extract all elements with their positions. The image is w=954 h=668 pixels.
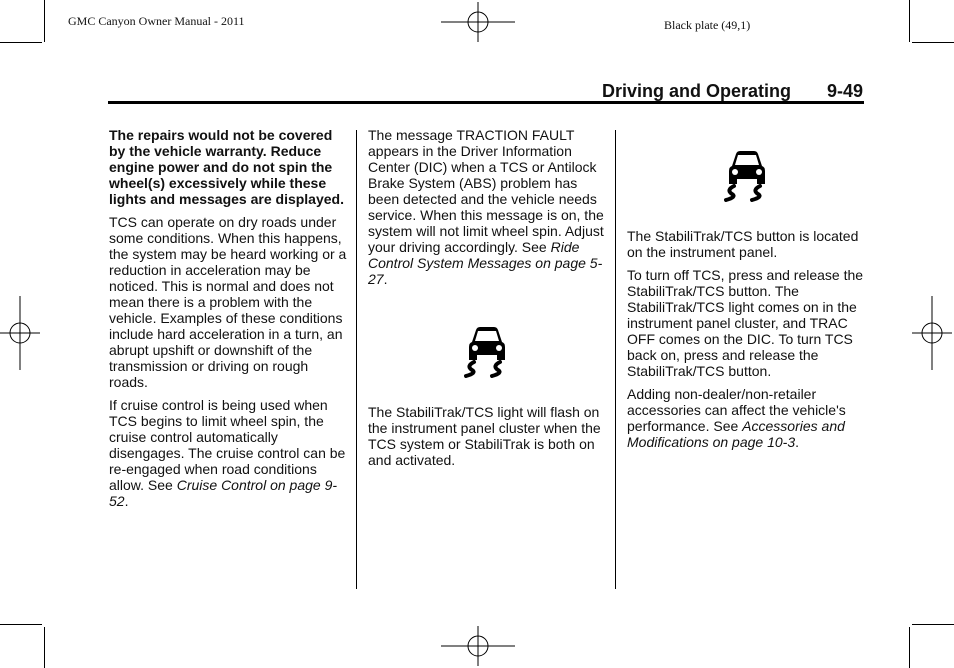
column-divider-1 xyxy=(356,130,357,589)
stabilitrak-skid-car-icon xyxy=(460,324,514,378)
column-1 xyxy=(109,127,349,516)
text: . xyxy=(795,434,799,450)
running-header-right: Black plate (49,1) xyxy=(664,18,751,32)
text: The message TRACTION FAULT appears in the Driver Information Center (DIC) when a TCS or Antilock Brake System (ABS) problem has been detected and the vehicle needs service. When this message is on, the system will not limit wheel spin. Adjust your driving accordingly. See xyxy=(368,127,604,255)
registration-mark-top xyxy=(441,2,515,42)
registration-mark-left xyxy=(0,296,40,370)
text: If cruise control is being used when TCS begins to limit wheel spin, the cruise control automatically disengages. The cruise control can be re-engaged when road conditions allow. See xyxy=(109,397,346,493)
paragraph-cruise-control xyxy=(109,397,349,509)
cross-reference-link[interactable]: Accessories and Modifications on page 10-3 xyxy=(627,418,845,450)
column-2-lower xyxy=(368,404,608,475)
column-3 xyxy=(627,228,867,457)
section-title: Driving and Operating xyxy=(602,81,792,101)
page-number: 9-49 xyxy=(827,81,864,101)
paragraph-turn-off-tcs: To turn off TCS, press and release the StabiliTrak/TCS button. The StabiliTrak/TCS light comes on in the instrument panel cluster, and TRAC OFF comes on the DIC. To turn TCS back on, press and release the StabiliTrak/TCS button. xyxy=(627,267,864,379)
warranty-warning: The repairs would not be covered by the vehicle warranty. Reduce engine power and do not spin the wheel(s) excessively while these lights and messages are displayed. xyxy=(109,127,344,207)
text: . xyxy=(383,271,388,287)
column-divider-2 xyxy=(615,130,616,589)
registration-mark-right xyxy=(912,296,952,370)
text: . xyxy=(124,493,129,509)
paragraph-dry-roads: TCS can operate on dry roads under some conditions. When this happens, the system may be heard working or a reduction in acceleration may be noticed. This is normal and does not mean there is a problem with the vehicle. Examples of these conditions include hard acceleration in a turn, an abrupt upshift or downshift of the transmission or driving on rough roads. xyxy=(109,214,347,390)
paragraph-accessories xyxy=(627,386,867,450)
column-2 xyxy=(368,127,608,294)
running-header-left: GMC Canyon Owner Manual - 2011 xyxy=(68,14,245,28)
header-rule xyxy=(108,101,864,104)
paragraph-traction-fault xyxy=(368,127,608,287)
cross-reference-link[interactable]: Cruise Control on page 9-52 xyxy=(109,477,338,509)
stabilitrak-skid-car-icon xyxy=(720,148,774,202)
paragraph-button-location: The StabiliTrak/TCS button is located on the instrument panel. xyxy=(627,228,859,260)
text: Adding non-dealer/non-retailer accessories can affect the vehicle's performance. See xyxy=(627,386,846,434)
cross-reference-link[interactable]: Ride Control System Messages on page 5-27 xyxy=(368,239,603,287)
registration-mark-bottom xyxy=(441,626,515,666)
paragraph-light-flash: The StabiliTrak/TCS light will flash on the instrument panel cluster when the TCS system or StabiliTrak is both on and activated. xyxy=(368,404,601,468)
